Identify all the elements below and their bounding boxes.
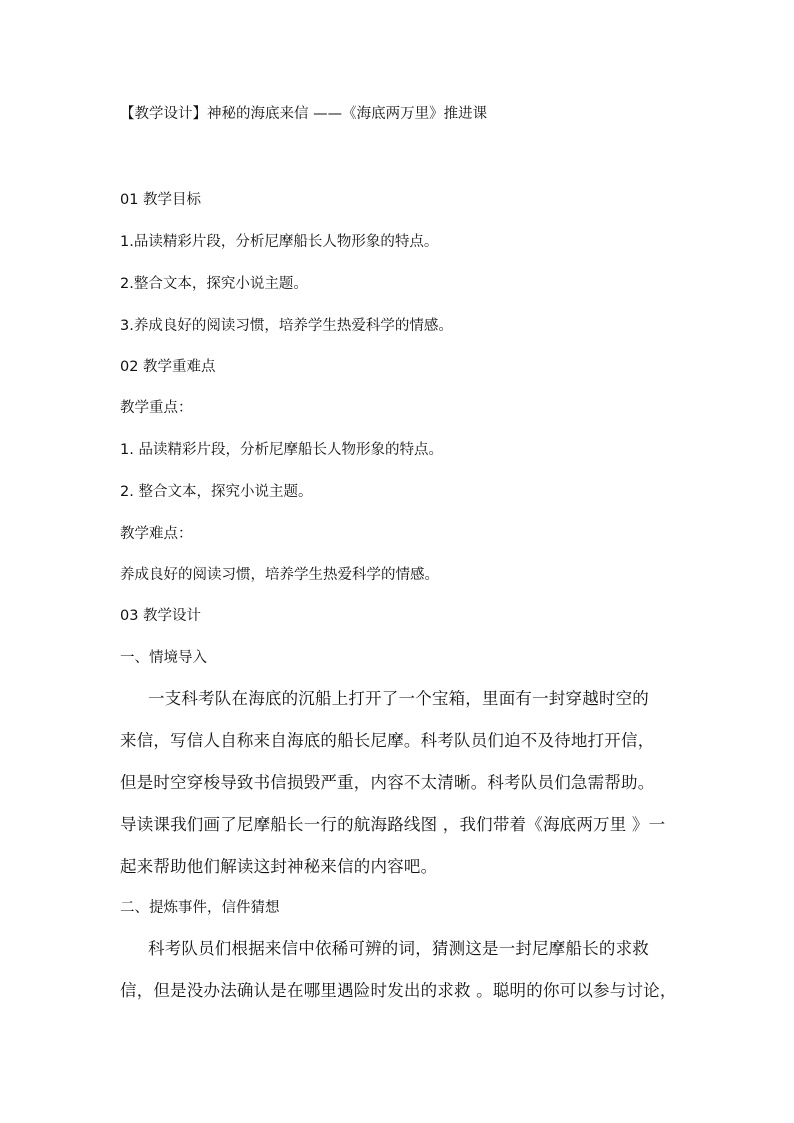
section-heading-key-points: 02 教学重难点: [120, 359, 216, 375]
key-point-item: 2. 整合文本，探究小说主题。: [120, 484, 313, 500]
paragraph-line: 导读课我们画了尼摩船长一行的航海路线图 ，我们带着《海底两万里 》一: [120, 815, 666, 834]
objective-item: 3.养成良好的阅读习惯，培养学生热爱科学的情感。: [120, 318, 453, 334]
difficult-point-text: 养成良好的阅读习惯，培养学生热爱科学的情感。: [120, 567, 439, 583]
objective-item: 2.整合文本，探究小说主题。: [120, 276, 308, 292]
paragraph-line: 科考队员们根据来信中依稀可辨的词，猜测这是一封尼摩船长的求救: [148, 939, 649, 958]
paragraph-line: 一支科考队在海底的沉船上打开了一个宝箱，里面有一封穿越时空的: [148, 689, 649, 708]
difficult-points-label: 教学难点：: [120, 526, 193, 542]
paragraph-line: 信，但是没办法确认是在哪里遇险时发出的求救 。聪明的你可以参与讨论，: [120, 981, 677, 1000]
part-heading-events: 二、提炼事件，信件猜想: [120, 900, 280, 916]
paragraph-line: 但是时空穿梭导致书信损毁严重，内容不太清晰。科考队员们急需帮助。: [120, 773, 655, 792]
part-heading-intro: 一、情境导入: [120, 650, 207, 666]
section-heading-objectives: 01 教学目标: [120, 192, 202, 208]
key-point-item: 1. 品读精彩片段，分析尼摩船长人物形象的特点。: [120, 442, 443, 458]
paragraph-line: 起来帮助他们解读这封神秘来信的内容吧。: [120, 857, 438, 876]
document-title: 【教学设计】神秘的海底来信 ——《海底两万里》推进课: [120, 106, 488, 122]
objective-item: 1.品读精彩片段，分析尼摩船长人物形象的特点。: [120, 234, 439, 250]
key-points-label: 教学重点：: [120, 400, 193, 416]
section-heading-design: 03 教学设计: [120, 608, 202, 624]
paragraph-line: 来信，写信人自称来自海底的船长尼摩。科考队员们迫不及待地打开信，: [120, 731, 655, 750]
